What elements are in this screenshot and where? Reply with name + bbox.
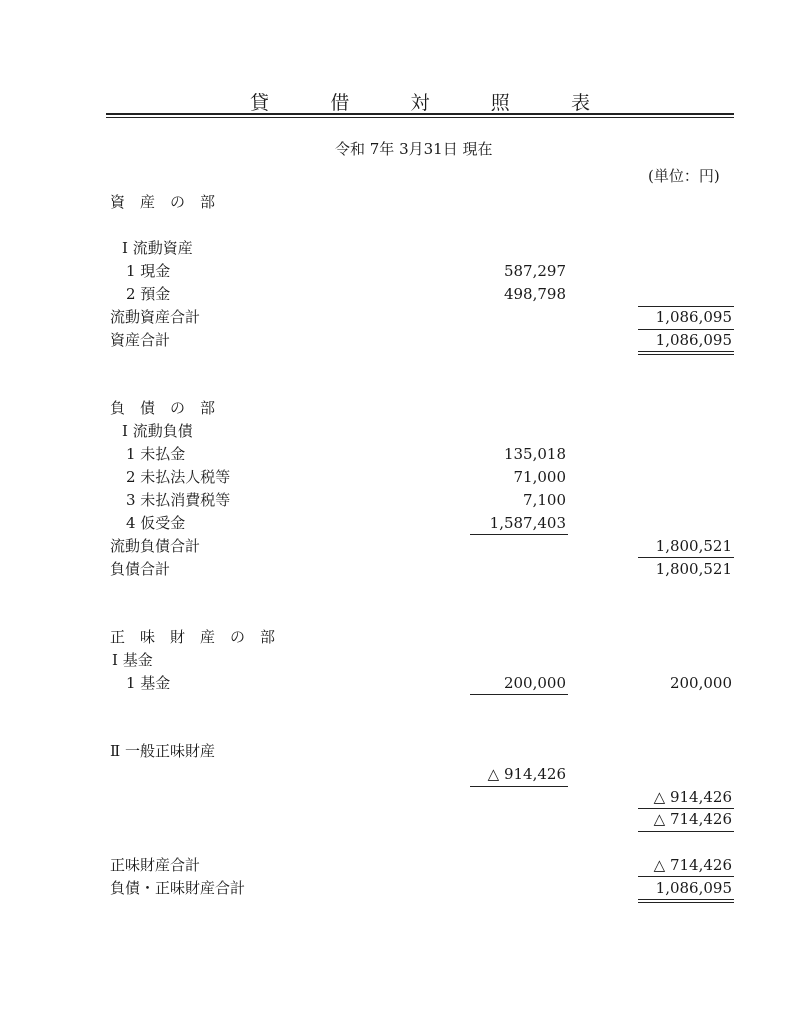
general-net-assets-header: Ⅱ 一般正味財産: [110, 742, 215, 760]
fund-header: Ⅰ 基金: [112, 651, 153, 669]
grand-total: 1,086,095: [655, 879, 732, 897]
title-rule: [106, 113, 734, 115]
underline: [638, 831, 734, 832]
current-assets-total-label: 流動資産合計: [110, 308, 201, 326]
net-assets-total-label: 正味財産合計: [110, 856, 201, 874]
underline: [470, 694, 568, 695]
underline: [470, 534, 568, 535]
current-liabilities-header: Ⅰ 流動負債: [122, 422, 193, 440]
liabilities-total: 1,800,521: [655, 560, 732, 578]
asset-item-label: 1 現金: [126, 262, 171, 280]
fund-item-label: 1 基金: [126, 674, 171, 692]
title-char: 対: [410, 92, 430, 114]
liability-item-label: 3 未払消費税等: [126, 491, 231, 509]
asset-item-amount: 587,297: [503, 262, 566, 280]
current-assets-header: Ⅰ 流動資産: [122, 239, 193, 257]
liability-item-amount: 7,100: [523, 491, 566, 509]
assets-total: 1,086,095: [655, 331, 732, 349]
net-assets-subtotal: △ 714,426: [653, 810, 732, 828]
double-underline: [638, 899, 734, 903]
net-assets-total: △ 714,426: [653, 856, 732, 874]
current-liabilities-total: 1,800,521: [655, 537, 732, 555]
title-char: 表: [570, 92, 590, 114]
assets-total-label: 資産合計: [110, 331, 171, 349]
liability-item-amount: 71,000: [513, 468, 566, 486]
double-underline: [638, 351, 734, 355]
underline: [470, 786, 568, 787]
title-char: 貸: [250, 92, 270, 114]
title-rule: [106, 117, 734, 118]
title-char: 借: [330, 92, 350, 114]
underline: [638, 876, 734, 877]
unit-label: (単位：円): [648, 167, 720, 185]
assets-section-header: 資 産 の 部: [110, 193, 216, 211]
current-assets-total: 1,086,095: [655, 308, 732, 326]
liability-item-label: 1 未払金: [126, 445, 186, 463]
document-title: [250, 88, 590, 115]
general-net-assets-total: △ 914,426: [653, 788, 732, 806]
as-of-date: 令和 7年 3月31日 現在: [335, 140, 493, 158]
fund-item-amount: 200,000: [503, 674, 566, 692]
liability-item-amount: 135,018: [503, 445, 566, 463]
net-assets-section-header: 正 味 財 産 の 部: [110, 628, 276, 646]
current-liabilities-total-label: 流動負債合計: [110, 537, 201, 555]
title-char: 照: [490, 92, 510, 114]
liabilities-total-label: 負債合計: [110, 560, 171, 578]
asset-item-amount: 498,798: [503, 285, 566, 303]
asset-item-label: 2 預金: [126, 285, 171, 303]
liability-item-label: 4 仮受金: [126, 514, 186, 532]
general-net-assets-amount: △ 914,426: [487, 765, 566, 783]
underline: [638, 557, 734, 558]
liability-item-label: 2 未払法人税等: [126, 468, 231, 486]
liabilities-section-header: 負 債 の 部: [110, 399, 216, 417]
grand-total-label: 負債・正味財産合計: [110, 879, 246, 897]
fund-total: 200,000: [669, 674, 732, 692]
liability-item-amount: 1,587,403: [489, 514, 566, 532]
